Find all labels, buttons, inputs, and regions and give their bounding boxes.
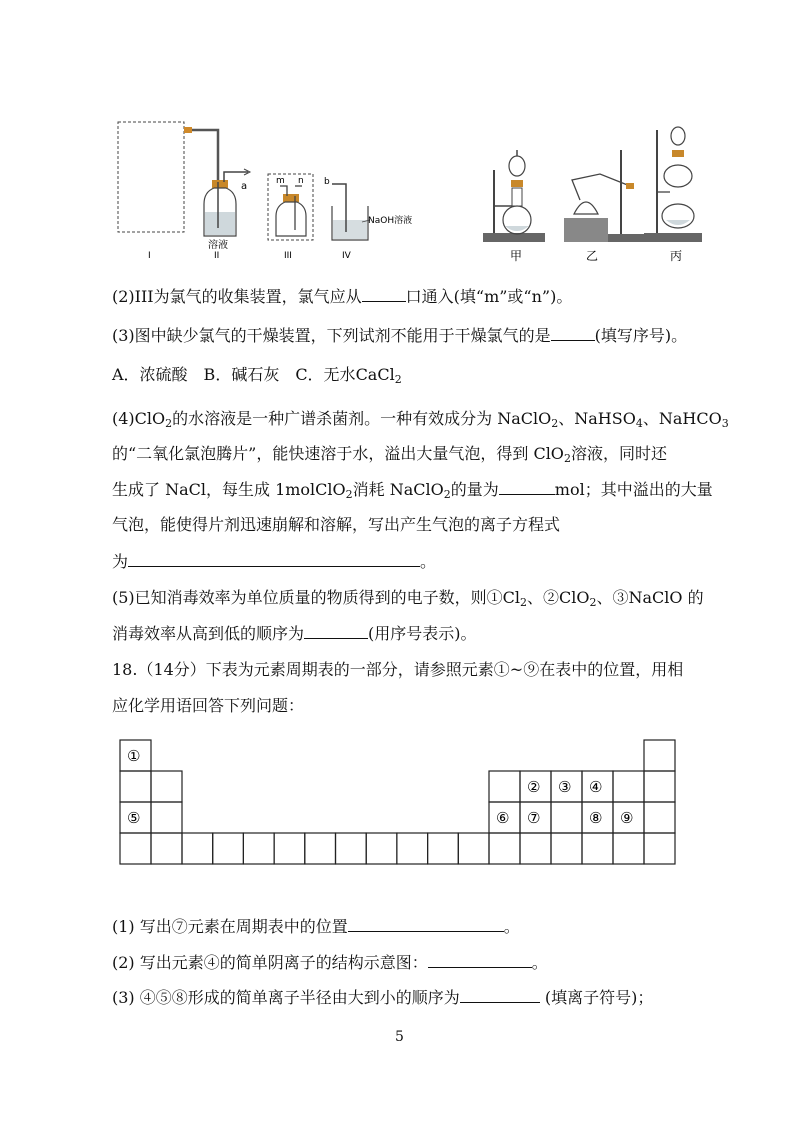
q3-line: (3)图中缺少氯气的干燥装置，下列试剂不能用于干燥氯气的是 (填写序号)。 (112, 326, 688, 345)
label-b: b (324, 177, 330, 187)
q5-line-1: (5)已知消毒效率为单位质量的物质得到的电子数，则$①Cl_2$、②ClO$_2$、③NaClO 的 (112, 588, 704, 609)
periodic-table (118, 738, 678, 866)
q5-line-2: 消毒效率从高到低的顺序为 (用序号表示)。 (112, 624, 477, 643)
element-mark-7: ⑦ (527, 809, 541, 827)
element-mark-2: ② (527, 778, 541, 796)
q4-line-4: 气泡，能使得片剂迅速崩解和溶解，写出产生气泡的离子方程式 (112, 515, 561, 534)
label-jia: 甲 (510, 249, 523, 263)
element-mark-1: ① (127, 747, 141, 765)
s1-blank[interactable] (348, 917, 504, 932)
q18-sub1: (1) 写出⑦元素在周期表中的位置 。 (112, 917, 520, 936)
apparatus-iii-bottle (276, 186, 306, 236)
q4-line-2: 的“二氧化氯泡腾片”，能快速溶于水，溢出大量气泡，得到 ClO$_2$溶液，同时还 (112, 444, 667, 465)
page-number: 5 (395, 1029, 404, 1045)
label-iii: III (284, 251, 292, 261)
q18-sub2: (2) 写出元素④的简单阴离子的结构示意图： 。 (112, 953, 548, 972)
apparatus-i-box (118, 122, 184, 232)
element-mark-6: ⑥ (496, 809, 510, 827)
naoh-label: NaOH溶液 (368, 216, 413, 226)
element-mark-5: ⑤ (127, 809, 141, 827)
apparatus-ii-bottle (204, 169, 250, 236)
q4-line-1: (4)ClO$_2$的水溶液是一种广谱杀菌剂。一种有效成分为 NaClO$_2$、NaHSO$_4$、NaHCO$_3$ (112, 409, 729, 430)
label-i: I (148, 251, 151, 261)
s3-blank[interactable] (460, 988, 540, 1003)
q18-line-2: 应化学用语回答下列问题： (112, 696, 305, 715)
q5-blank[interactable] (304, 624, 368, 639)
label-n: n (298, 176, 304, 186)
apparatus-figure (100, 110, 720, 270)
q2-line: (2)III为氯气的收集装置，氯气应从 口通入(填“m”或“n”)。 (112, 287, 573, 306)
label-ii: II (214, 251, 220, 261)
element-mark-3: ③ (558, 778, 572, 796)
q4-line-5: 为 。 (112, 552, 437, 571)
q4-mol-blank[interactable] (499, 480, 555, 495)
delivery-tube-i-ii (192, 130, 218, 182)
q4-equation-blank[interactable] (128, 552, 420, 567)
q2-blank[interactable] (362, 287, 406, 302)
apparatus-iv-beaker (332, 184, 370, 240)
element-mark-9: ⑨ (620, 809, 634, 827)
q3-blank[interactable] (551, 326, 595, 341)
apparatus-bing (644, 127, 702, 242)
label-iv: IV (342, 251, 351, 261)
q3-options: A．浓硫酸 B．碱石灰 C．无水CaCl$_2$ (112, 365, 402, 386)
element-mark-8: ⑧ (589, 809, 603, 827)
s2-blank[interactable] (428, 953, 532, 968)
apparatus-jia (483, 150, 545, 242)
q18-sub3: (3) ④⑤⑧形成的简单离子半径由大到小的顺序为 (填离子符号)； (112, 988, 654, 1007)
label-m: m (276, 176, 285, 186)
solution-label: 溶液 (208, 240, 228, 251)
label-yi: 乙 (586, 249, 599, 263)
label-a: a (241, 181, 248, 192)
element-mark-4: ④ (589, 778, 603, 796)
apparatus-yi (564, 150, 648, 242)
label-bing: 丙 (670, 249, 683, 263)
q18-line-1: 18.（14分）下表为元素周期表的一部分，请参照元素①~⑨在表中的位置，用相 (112, 660, 684, 679)
q4-line-3: 生成了 NaCl，每生成 1molClO$_2$消耗 NaClO$_2$的量为 mol；其中溢出的大量 (112, 480, 713, 501)
cell-r1-c18 (644, 740, 675, 771)
